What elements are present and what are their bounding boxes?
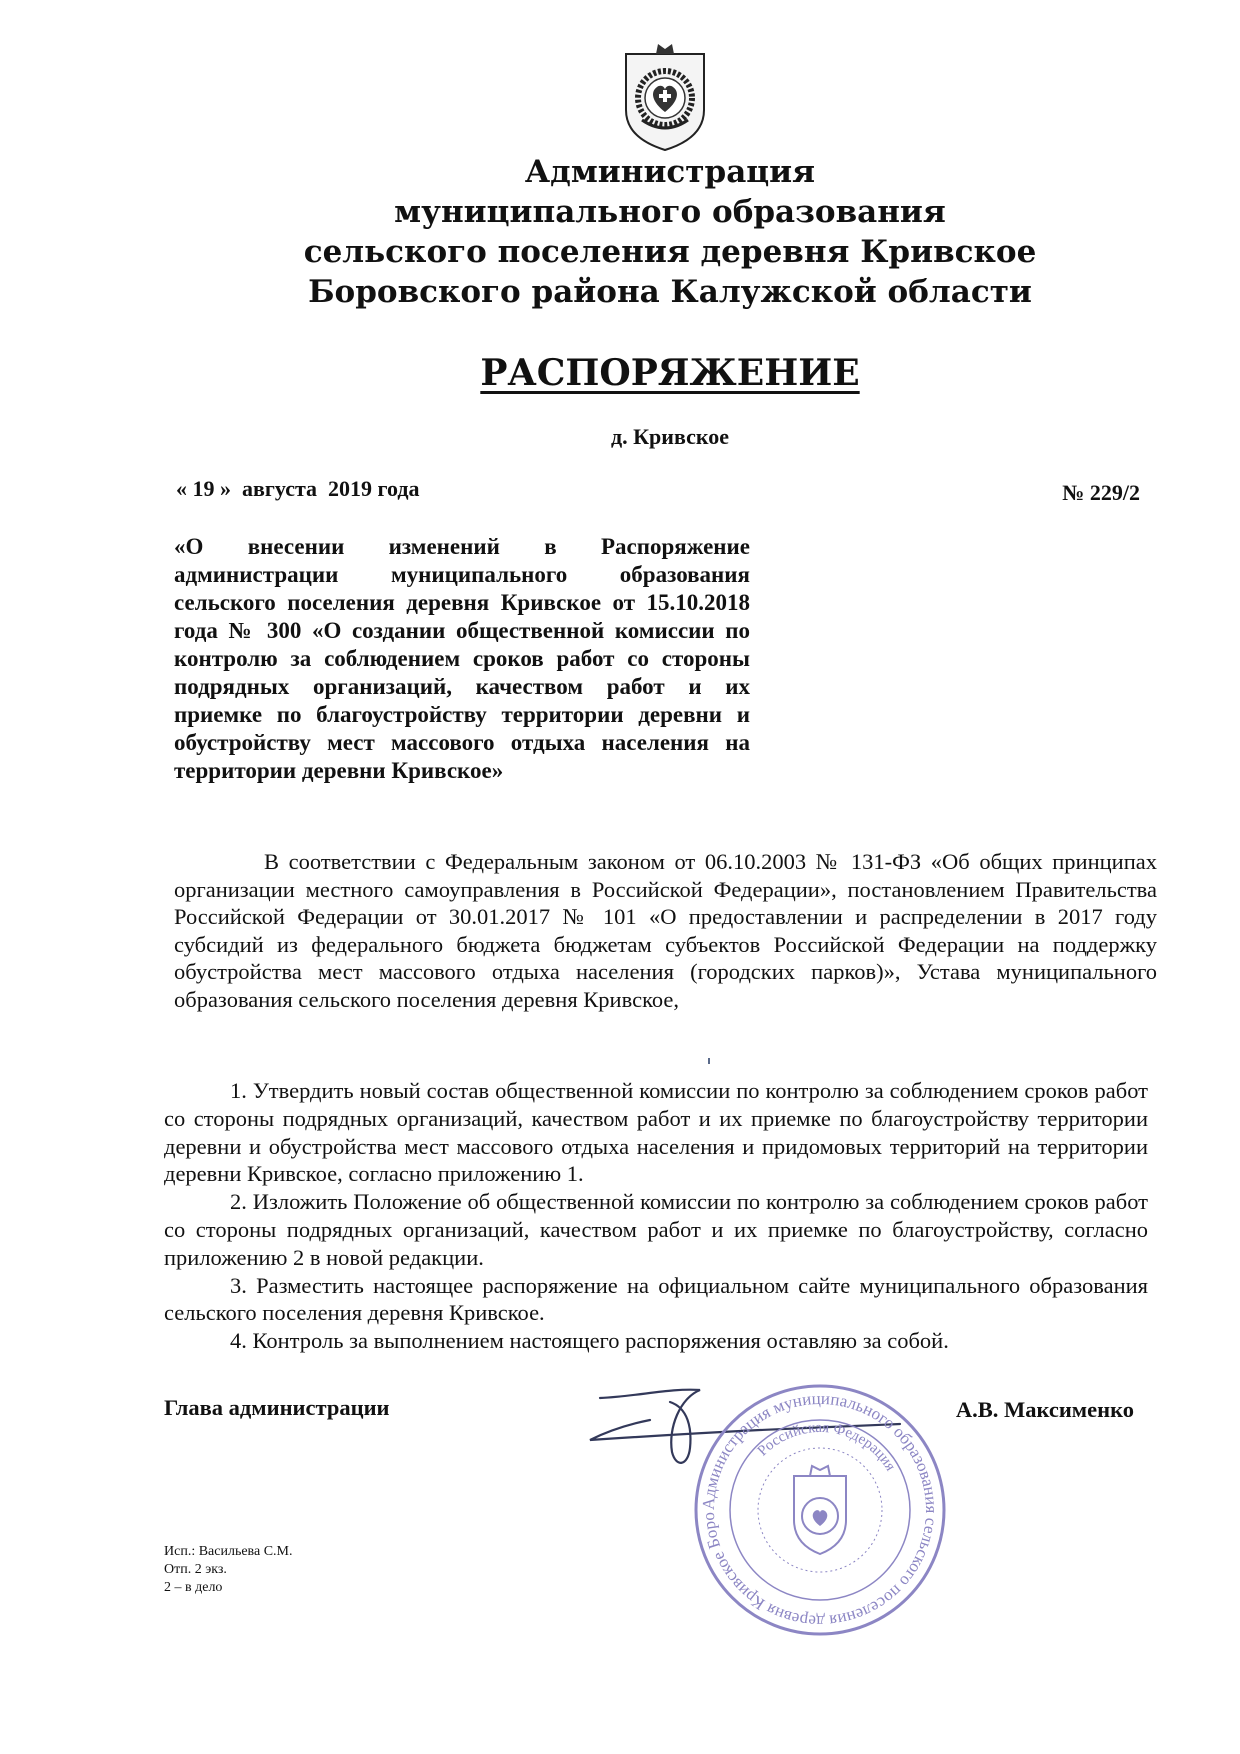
organization-header [200,152,1140,312]
order-items [164,1077,1148,1355]
preamble-text: В соответствии с Федеральным законом от 06.10.2003 № 131-ФЗ «Об общих принципах организации местного самоуправления в Российской Федерации», постановлением Правительства Российской Федерации от 30.01.2017 № 101 «О предоставлении и распределении в 2017 году субсидий из федерального бюджета бюджетам субъектов Российской Федерации на поддержку обустройства мест массового отдыха населения (городских парков)», Устава муниципального образования сельского поселения деревня Кривское, [174,849,1157,1012]
document-place: д. Кривское [610,424,730,449]
document-number: № 229/2 [1062,480,1140,505]
order-item: 3. Разместить настоящее распоряжение на официальном сайте муниципального образования сельского поселения деревня Кривское. [164,1272,1148,1326]
header-line-1: Администрация [524,154,816,190]
document-title-text: РАСПОРЯЖЕНИЕ [480,352,860,394]
preamble [174,848,1157,1013]
copies-line: Отп. 2 экз. [164,1562,227,1577]
order-item: 2. Изложить Положение об общественной комиссии по контролю за соблюдением сроков работ со стороны подрядных организаций, качеством работ и их приемке по благоустройству, согласно приложению 2 в новой редакции. [164,1189,1148,1270]
order-item: 4. Контроль за выполнением настоящего распоряжения оставляю за собой. [230,1328,949,1354]
order-item: 1. Утвердить новый состав общественной комиссии по контролю за соблюдением сроков работ со стороны подрядных организаций, качеством работ и их приемке по благоустройству территории деревни и обустройства мест массового отдыха населения и придомовых территорий на территории деревни Кривское, согласно приложению 1. [164,1078,1148,1187]
stamp-inner-text: Российская Федерация [754,1419,899,1474]
stamp-outer-text: Администрация муниципального образования сельского поселения деревня Кривское Боро [698,1388,942,1632]
document-date: « 19 » августа 2019 года [176,476,420,501]
header-line-2: муниципального образования [394,194,946,230]
signatory-role: Глава администрации [164,1395,390,1420]
ink-speck [708,1058,710,1064]
signatory-name: А.В. Максименко [955,1397,1134,1422]
official-stamp [690,1380,950,1640]
header-line-4: Боровского района Калужской области [308,274,1032,310]
executor-note [164,1543,292,1597]
filing-line: 2 – в дело [164,1580,223,1595]
document-title [300,352,1040,394]
executor-line: Исп.: Васильева С.М. [164,1544,293,1559]
document-subject: «О внесении изменений в Распоряжение администрации муниципального образования сельского поселения деревня Кривское от 15.10.2018 года № 300 «О создании общественной комиссии по контролю за соблюдением сроков работ со стороны подрядных организаций, качеством работ и их приемке по благоустройству территории деревни и обустройству мест массового отдыха населения на территории деревни Кривское» [174,534,750,783]
coat-of-arms-emblem [622,40,708,152]
header-line-3: сельского поселения деревня Кривское [303,234,1037,270]
